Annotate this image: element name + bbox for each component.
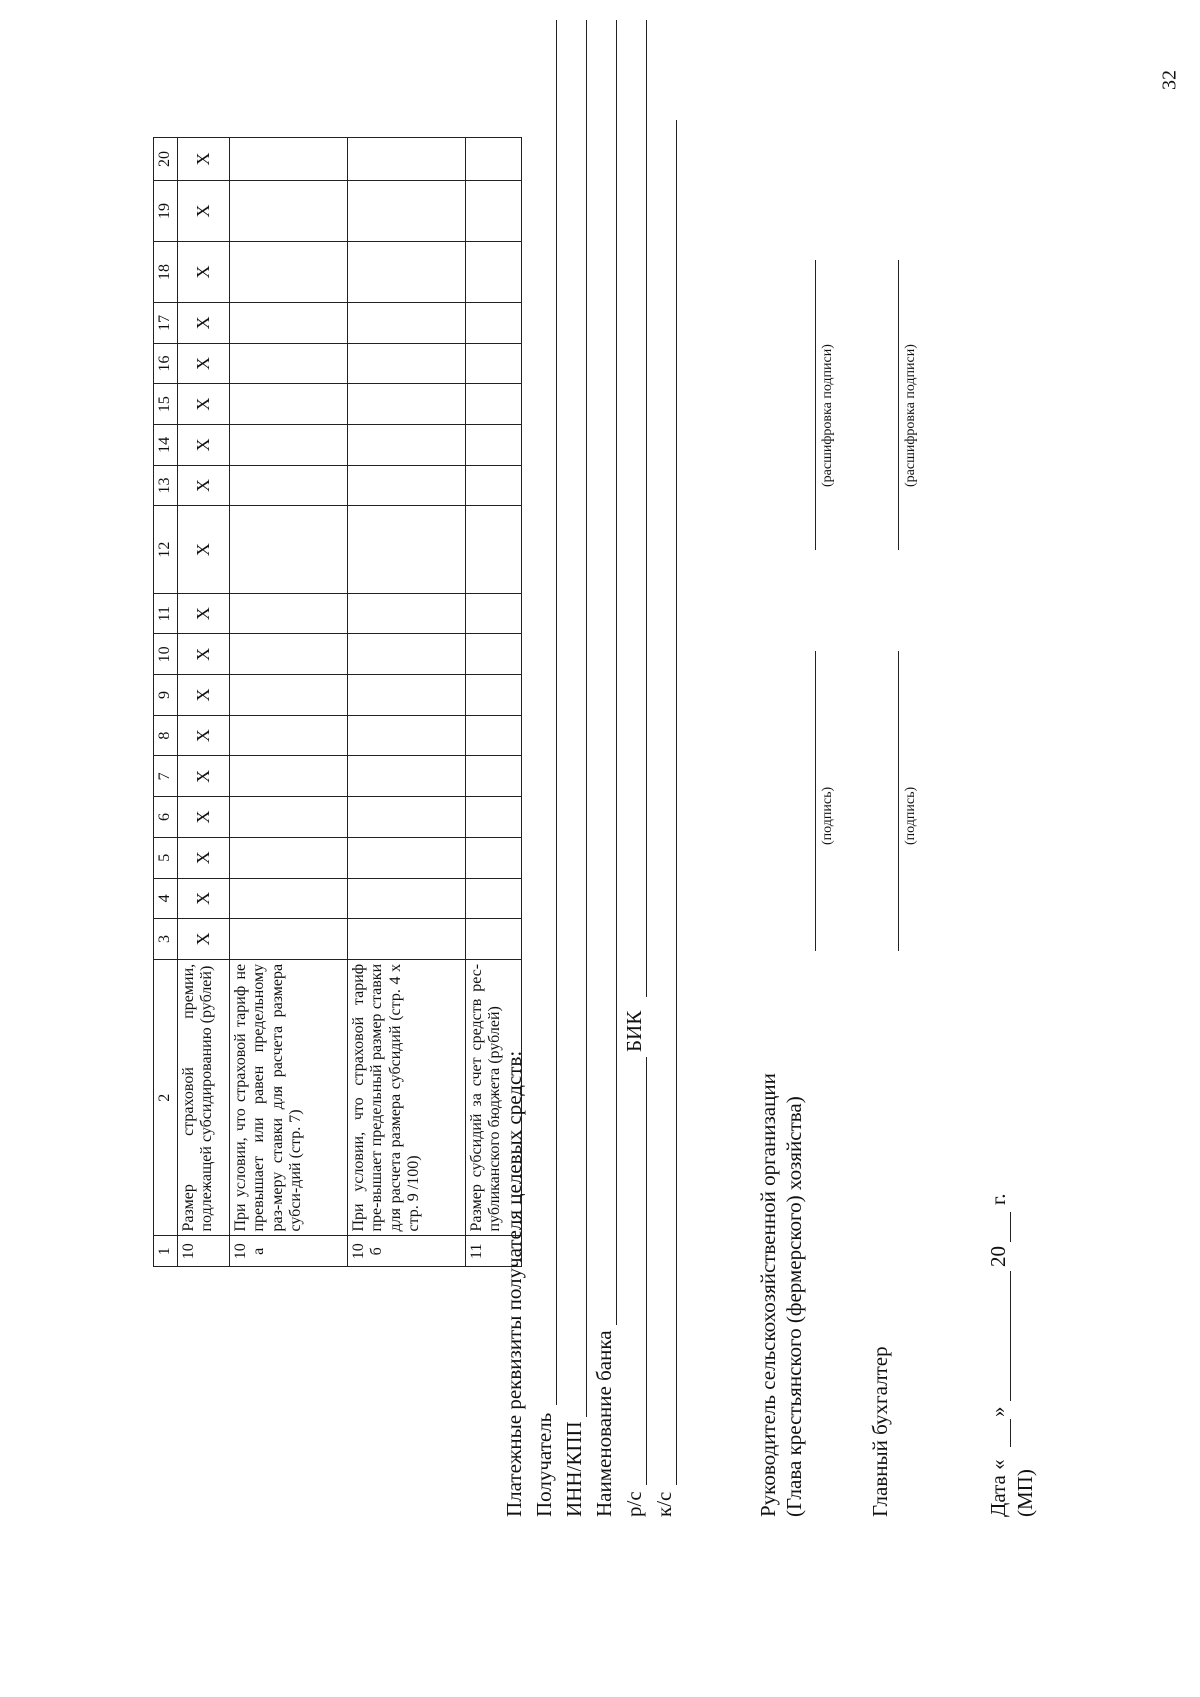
value-cell[interactable]	[466, 180, 522, 241]
date-year-prefix: 20	[986, 1246, 1010, 1267]
value-cell[interactable]	[466, 465, 522, 506]
head-signature-line[interactable]	[815, 651, 816, 951]
accountant-signature-caption: (подпись)	[903, 786, 918, 845]
row-description: Размер субсидий за счет средств рес-публиканского бюджета (рублей)	[466, 959, 522, 1236]
value-cell[interactable]: X	[178, 634, 230, 675]
value-cell[interactable]	[348, 465, 466, 506]
value-cell[interactable]	[230, 878, 348, 919]
value-cell[interactable]	[230, 593, 348, 634]
accountant-label: Главный бухгалтер	[868, 1346, 892, 1517]
header-cell-16: 16	[154, 343, 178, 384]
value-cell[interactable]	[230, 715, 348, 756]
value-cell[interactable]	[348, 302, 466, 343]
value-cell[interactable]	[466, 756, 522, 797]
value-cell[interactable]	[348, 837, 466, 878]
bik-line[interactable]	[646, 20, 647, 997]
header-cell-11: 11	[154, 593, 178, 634]
value-cell[interactable]	[348, 634, 466, 675]
value-cell[interactable]	[348, 425, 466, 466]
header-cell-3: 3	[154, 919, 178, 960]
payment-heading: Платежные реквизиты получателя целевых средств:	[502, 1050, 526, 1517]
value-cell[interactable]	[466, 919, 522, 960]
value-cell[interactable]	[348, 715, 466, 756]
date-day-line[interactable]	[1010, 1419, 1011, 1447]
rs-label: р/с	[622, 1491, 646, 1517]
value-cell[interactable]: X	[178, 302, 230, 343]
value-cell[interactable]: X	[178, 343, 230, 384]
date-year-line[interactable]	[1010, 1212, 1011, 1242]
value-cell[interactable]	[466, 837, 522, 878]
bank-line[interactable]	[616, 20, 617, 1325]
row-number-suffix: а	[250, 1247, 268, 1255]
header-cell-18: 18	[154, 241, 178, 302]
row-number-suffix: б	[368, 1247, 386, 1256]
row-description: При условии, что страховой тариф не превышает или равен предельному раз-меру ставки для расчета размера субси-дий (стр. 7)	[230, 959, 348, 1236]
header-cell-14: 14	[154, 425, 178, 466]
value-cell[interactable]	[230, 506, 348, 593]
value-cell[interactable]	[230, 634, 348, 675]
page-number: 32	[1158, 70, 1181, 90]
value-cell[interactable]	[466, 302, 522, 343]
table-header-row	[154, 138, 178, 1267]
recipient-label: Получатель	[532, 1412, 556, 1517]
value-cell[interactable]	[230, 465, 348, 506]
row-description: Размер страховой премии, подлежащей субсидированию (рублей)	[178, 959, 230, 1236]
value-cell[interactable]	[466, 878, 522, 919]
value-cell[interactable]: X	[178, 241, 230, 302]
value-cell[interactable]	[466, 384, 522, 425]
value-cell[interactable]: X	[178, 465, 230, 506]
table-row	[348, 138, 466, 1267]
bik-label: БИК	[622, 1010, 646, 1052]
accountant-signature-line[interactable]	[898, 651, 899, 951]
value-cell[interactable]	[466, 343, 522, 384]
value-cell[interactable]	[466, 634, 522, 675]
header-cell-20: 20	[154, 138, 178, 181]
subsidy-table	[153, 137, 522, 1267]
value-cell[interactable]	[348, 180, 466, 241]
value-cell[interactable]	[348, 241, 466, 302]
value-cell[interactable]	[348, 919, 466, 960]
value-cell[interactable]	[348, 797, 466, 838]
header-cell-13: 13	[154, 465, 178, 506]
value-cell[interactable]	[230, 797, 348, 838]
value-cell[interactable]	[348, 756, 466, 797]
value-cell[interactable]	[230, 241, 348, 302]
header-cell-9: 9	[154, 675, 178, 716]
value-cell[interactable]	[348, 675, 466, 716]
value-cell[interactable]	[230, 756, 348, 797]
value-cell[interactable]	[348, 138, 466, 181]
value-cell[interactable]	[348, 878, 466, 919]
header-cell-12: 12	[154, 506, 178, 593]
value-cell[interactable]: X	[178, 506, 230, 593]
header-cell-2: 2	[154, 959, 178, 1236]
value-cell[interactable]: X	[178, 756, 230, 797]
row-number	[230, 1236, 348, 1267]
header-cell-6: 6	[154, 797, 178, 838]
value-cell[interactable]	[348, 343, 466, 384]
header-cell-7: 7	[154, 756, 178, 797]
value-cell[interactable]	[230, 138, 348, 181]
value-cell[interactable]: X	[178, 797, 230, 838]
row-number-main: 10	[180, 1243, 197, 1260]
value-cell[interactable]	[230, 384, 348, 425]
date-close-quote: »	[986, 1406, 1010, 1417]
value-cell[interactable]	[466, 675, 522, 716]
value-cell[interactable]	[348, 506, 466, 593]
head-decode-line[interactable]	[815, 260, 816, 550]
value-cell[interactable]: X	[178, 837, 230, 878]
row-number-main: 10	[350, 1243, 367, 1260]
value-cell[interactable]	[466, 715, 522, 756]
rs-line[interactable]	[646, 1057, 647, 1485]
head-title-line2: (Глава крестьянского (фермерского) хозяйства)	[782, 1096, 806, 1517]
value-cell[interactable]	[230, 302, 348, 343]
value-cell[interactable]	[466, 241, 522, 302]
header-cell-17: 17	[154, 302, 178, 343]
header-cell-10: 10	[154, 634, 178, 675]
bank-label: Наименование банка	[592, 1330, 616, 1517]
ks-line[interactable]	[676, 120, 677, 1485]
value-cell[interactable]	[348, 593, 466, 634]
value-cell[interactable]: X	[178, 138, 230, 181]
value-cell[interactable]	[466, 425, 522, 466]
row-number	[348, 1236, 466, 1267]
value-cell[interactable]	[348, 384, 466, 425]
row-number-main: 11	[468, 1243, 485, 1259]
value-cell[interactable]	[230, 180, 348, 241]
value-cell[interactable]	[466, 138, 522, 181]
accountant-decode-line[interactable]	[898, 260, 899, 550]
header-cell-19: 19	[154, 180, 178, 241]
value-cell[interactable]	[230, 837, 348, 878]
value-cell[interactable]: X	[178, 878, 230, 919]
value-cell[interactable]: X	[178, 384, 230, 425]
value-cell[interactable]: X	[178, 425, 230, 466]
header-cell-8: 8	[154, 715, 178, 756]
ks-label: к/с	[652, 1491, 676, 1517]
head-title-line1: Руководитель сельскохозяйственной организации	[756, 1073, 780, 1517]
table-row	[178, 138, 230, 1267]
header-cell-15: 15	[154, 384, 178, 425]
value-cell[interactable]	[230, 343, 348, 384]
date-month-line[interactable]	[1010, 1271, 1011, 1401]
header-cell-1: 1	[154, 1236, 178, 1267]
table-row	[230, 138, 348, 1267]
row-number	[178, 1236, 230, 1267]
head-signature-caption: (подпись)	[820, 786, 835, 845]
value-cell[interactable]	[466, 593, 522, 634]
recipient-line[interactable]	[556, 20, 557, 1405]
value-cell[interactable]	[466, 506, 522, 593]
inn-label: ИНН/КПП	[562, 1421, 586, 1517]
value-cell[interactable]: X	[178, 593, 230, 634]
stamp-label: (МП)	[1013, 1469, 1037, 1517]
row-description: При условии, что страховой тариф пре-вышает предельный размер ставки для расчета размера субсидий (стр. 4 х стр. 9 /100)	[348, 959, 466, 1236]
value-cell[interactable]	[230, 675, 348, 716]
inn-line[interactable]	[586, 20, 587, 1417]
date-label: Дата «	[986, 1459, 1010, 1517]
value-cell[interactable]: X	[178, 919, 230, 960]
value-cell[interactable]	[230, 919, 348, 960]
head-decode-caption: (расшифровка подписи)	[820, 344, 835, 487]
value-cell[interactable]: X	[178, 675, 230, 716]
row-number-main: 10	[232, 1243, 249, 1260]
value-cell[interactable]: X	[178, 715, 230, 756]
value-cell[interactable]	[466, 797, 522, 838]
date-year-suffix: г.	[986, 1193, 1010, 1205]
value-cell[interactable]: X	[178, 180, 230, 241]
header-cell-5: 5	[154, 837, 178, 878]
header-cell-4: 4	[154, 878, 178, 919]
value-cell[interactable]	[230, 425, 348, 466]
accountant-decode-caption: (расшифровка подписи)	[903, 344, 918, 487]
